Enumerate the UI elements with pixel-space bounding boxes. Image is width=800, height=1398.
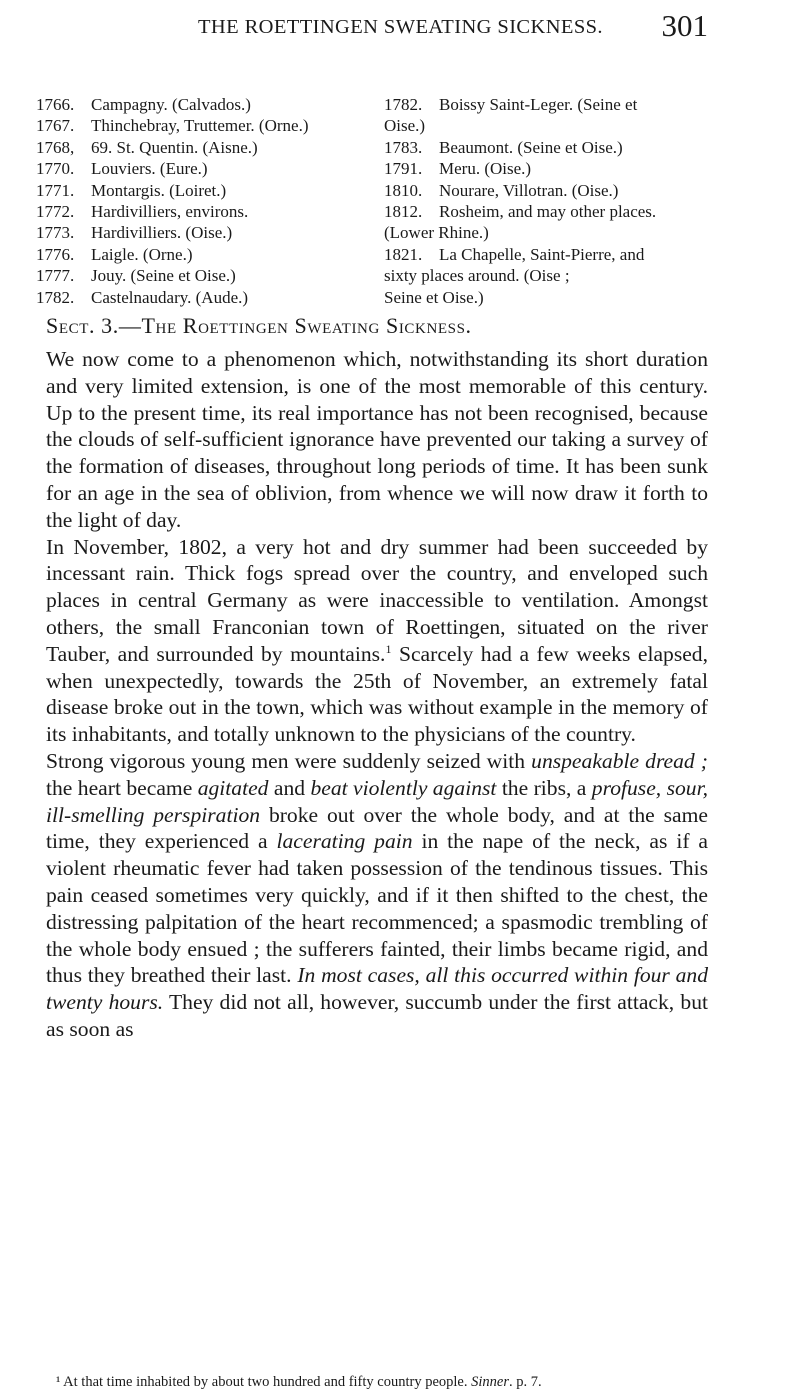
text-run: and <box>268 775 311 800</box>
list-item <box>36 201 366 222</box>
list-item <box>384 158 714 179</box>
text-run: the ribs, a <box>496 775 592 800</box>
list-item <box>384 180 714 201</box>
list-item <box>36 94 366 115</box>
list-year: 1791. <box>384 159 423 179</box>
list-place: Boissy Saint-Leger. (Seine et <box>439 95 638 114</box>
list-place: Louviers. (Eure.) <box>91 159 208 179</box>
list-item <box>36 222 366 243</box>
list-place: 69. St. Quentin. (Aisne.) <box>91 137 258 157</box>
list-place: Nourare, Villotran. (Oise.) <box>439 180 619 200</box>
list-place: Jouy. (Seine et Oise.) <box>91 266 236 286</box>
list-year: 1771. <box>36 180 75 200</box>
text-run: They did not all, however, succumb under the first attack, but as soon as <box>46 990 708 1041</box>
list-place-continued: sixty places around. (Oise ; <box>384 266 570 286</box>
list-place: Castelnaudary. (Aude.) <box>91 287 249 307</box>
footnote-marker: 1 <box>385 641 392 656</box>
list-item <box>384 244 714 265</box>
list-item <box>384 94 714 115</box>
footnote-marker: ¹ <box>56 1374 61 1390</box>
running-head: THE ROETTINGEN SWEATING SICKNESS. <box>198 16 603 38</box>
list-item <box>384 137 714 158</box>
list-item <box>36 244 366 265</box>
text-run: in the nape of the neck, as if a violent rheumatic fever had taken possession of the tendinous tissues. This pain ceased sometimes very quickly, and if it then shifted to the chest, the distressing palpitation of the heart recommenced; a spasmodic trembling of the whole body ensued ; the sufferers fainted, their limbs became rigid, and thus they breathed their last. <box>46 829 709 988</box>
list-year: 1821. <box>384 244 423 264</box>
italic-run: In most cases, all this occurred within four and twenty hours. <box>46 963 708 1015</box>
list-place: La Chapelle, Saint-Pierre, and <box>439 244 645 264</box>
list-place: Campagny. (Calvados.) <box>91 95 251 114</box>
list-place: Beaumont. (Seine et Oise.) <box>439 137 623 157</box>
list-place-continued: (Lower Rhine.) <box>384 223 489 243</box>
list-year: 1812. <box>384 202 423 222</box>
italic-run: lacerating pain <box>276 829 413 854</box>
list-place-continued: Seine et Oise.) <box>384 287 484 307</box>
paragraph-1: We now come to a phenomenon which, notwithstanding its short duration and very limited extension, is one of the most memorable of this century. Up to the present time, its real importance has not been recognised, because the clouds of self-sufficient ignorance have prevented our taking a survey of the formation of diseases, throughout long periods of time. It has been sunk for an age in the sea of oblivion, from whence we will now draw it forth to the light of day. <box>46 347 708 532</box>
list-place: Montargis. (Loiret.) <box>91 180 227 200</box>
list-place: Hardivilliers. (Oise.) <box>91 223 233 243</box>
footnote-text: At that time inhabited by about two hundred and fifty country people. <box>60 1374 472 1390</box>
list-item <box>36 265 366 286</box>
section-number: Sect. 3.— <box>46 313 142 338</box>
list-year: 1767. <box>36 116 75 136</box>
list-item <box>384 201 714 222</box>
list-year: 1770. <box>36 159 75 179</box>
footnote-tail: . p. 7. <box>508 1374 542 1390</box>
list-year: 1782. <box>384 95 423 114</box>
footnote-source: Sinner <box>471 1374 509 1390</box>
body-text <box>46 346 708 1043</box>
list-year: 1782. <box>36 287 75 307</box>
locations-list-left <box>36 94 366 308</box>
text-run: broke out over the whole body, and at the same time, they experienced a <box>46 802 708 854</box>
list-year: 1768, <box>36 137 75 157</box>
list-year: 1777. <box>36 266 75 286</box>
list-place: Thinchebray, Truttemer. (Orne.) <box>91 116 309 136</box>
list-place: Rosheim, and may other places. <box>439 202 657 222</box>
list-item <box>36 137 366 158</box>
locations-list-right <box>384 94 714 308</box>
list-item <box>36 158 366 179</box>
list-place: Hardivilliers, environs. <box>91 202 249 222</box>
list-year: 1772. <box>36 202 75 222</box>
italic-run: unspeakable dread ; <box>531 748 708 773</box>
section-heading <box>46 313 746 339</box>
list-year: 1776. <box>36 244 75 264</box>
list-item <box>36 180 366 201</box>
list-year: 1773. <box>36 223 75 243</box>
list-place: Laigle. (Orne.) <box>91 244 193 264</box>
page-header <box>0 10 800 50</box>
text-run: the heart became <box>46 775 198 800</box>
text-run: Scarcely had a few weeks elapsed, when unexpectedly, towards the 25th of November, an extremely fatal disease broke out in the town, which was without example in the memory of its inhabitants, and totally unknown to the physicians of the country. <box>46 641 709 747</box>
text-run: Strong vigorous young men were suddenly seized with <box>46 748 532 773</box>
list-year: 1766. <box>36 95 75 114</box>
italic-run: agitated <box>197 775 269 800</box>
section-title: The Roettingen Sweating Sickness. <box>141 313 472 338</box>
page-number: 301 <box>661 8 708 43</box>
list-place-continued: Oise.) <box>384 116 426 136</box>
list-year: 1810. <box>384 180 423 200</box>
list-place: Meru. (Oise.) <box>439 159 532 179</box>
italic-run: profuse, sour, ill-smelling perspiration <box>46 775 708 827</box>
list-year: 1783. <box>384 137 423 157</box>
list-item <box>36 287 366 308</box>
list-item <box>36 115 366 136</box>
footnote <box>56 1374 756 1391</box>
text-run: In November, 1802, a very hot and dry summer had been succeeded by incessant rain. Thick fogs spread over the country, and enveloped such places in central Germany as were inaccessible to ventilation. Amongst others, the small Franconian town of Roettingen, situated on the river Tauber, and surrounded by mountains. <box>46 534 708 666</box>
paragraph-2 <box>46 534 708 748</box>
italic-run: beat violently against <box>310 775 497 800</box>
paragraph-3 <box>46 748 708 1043</box>
